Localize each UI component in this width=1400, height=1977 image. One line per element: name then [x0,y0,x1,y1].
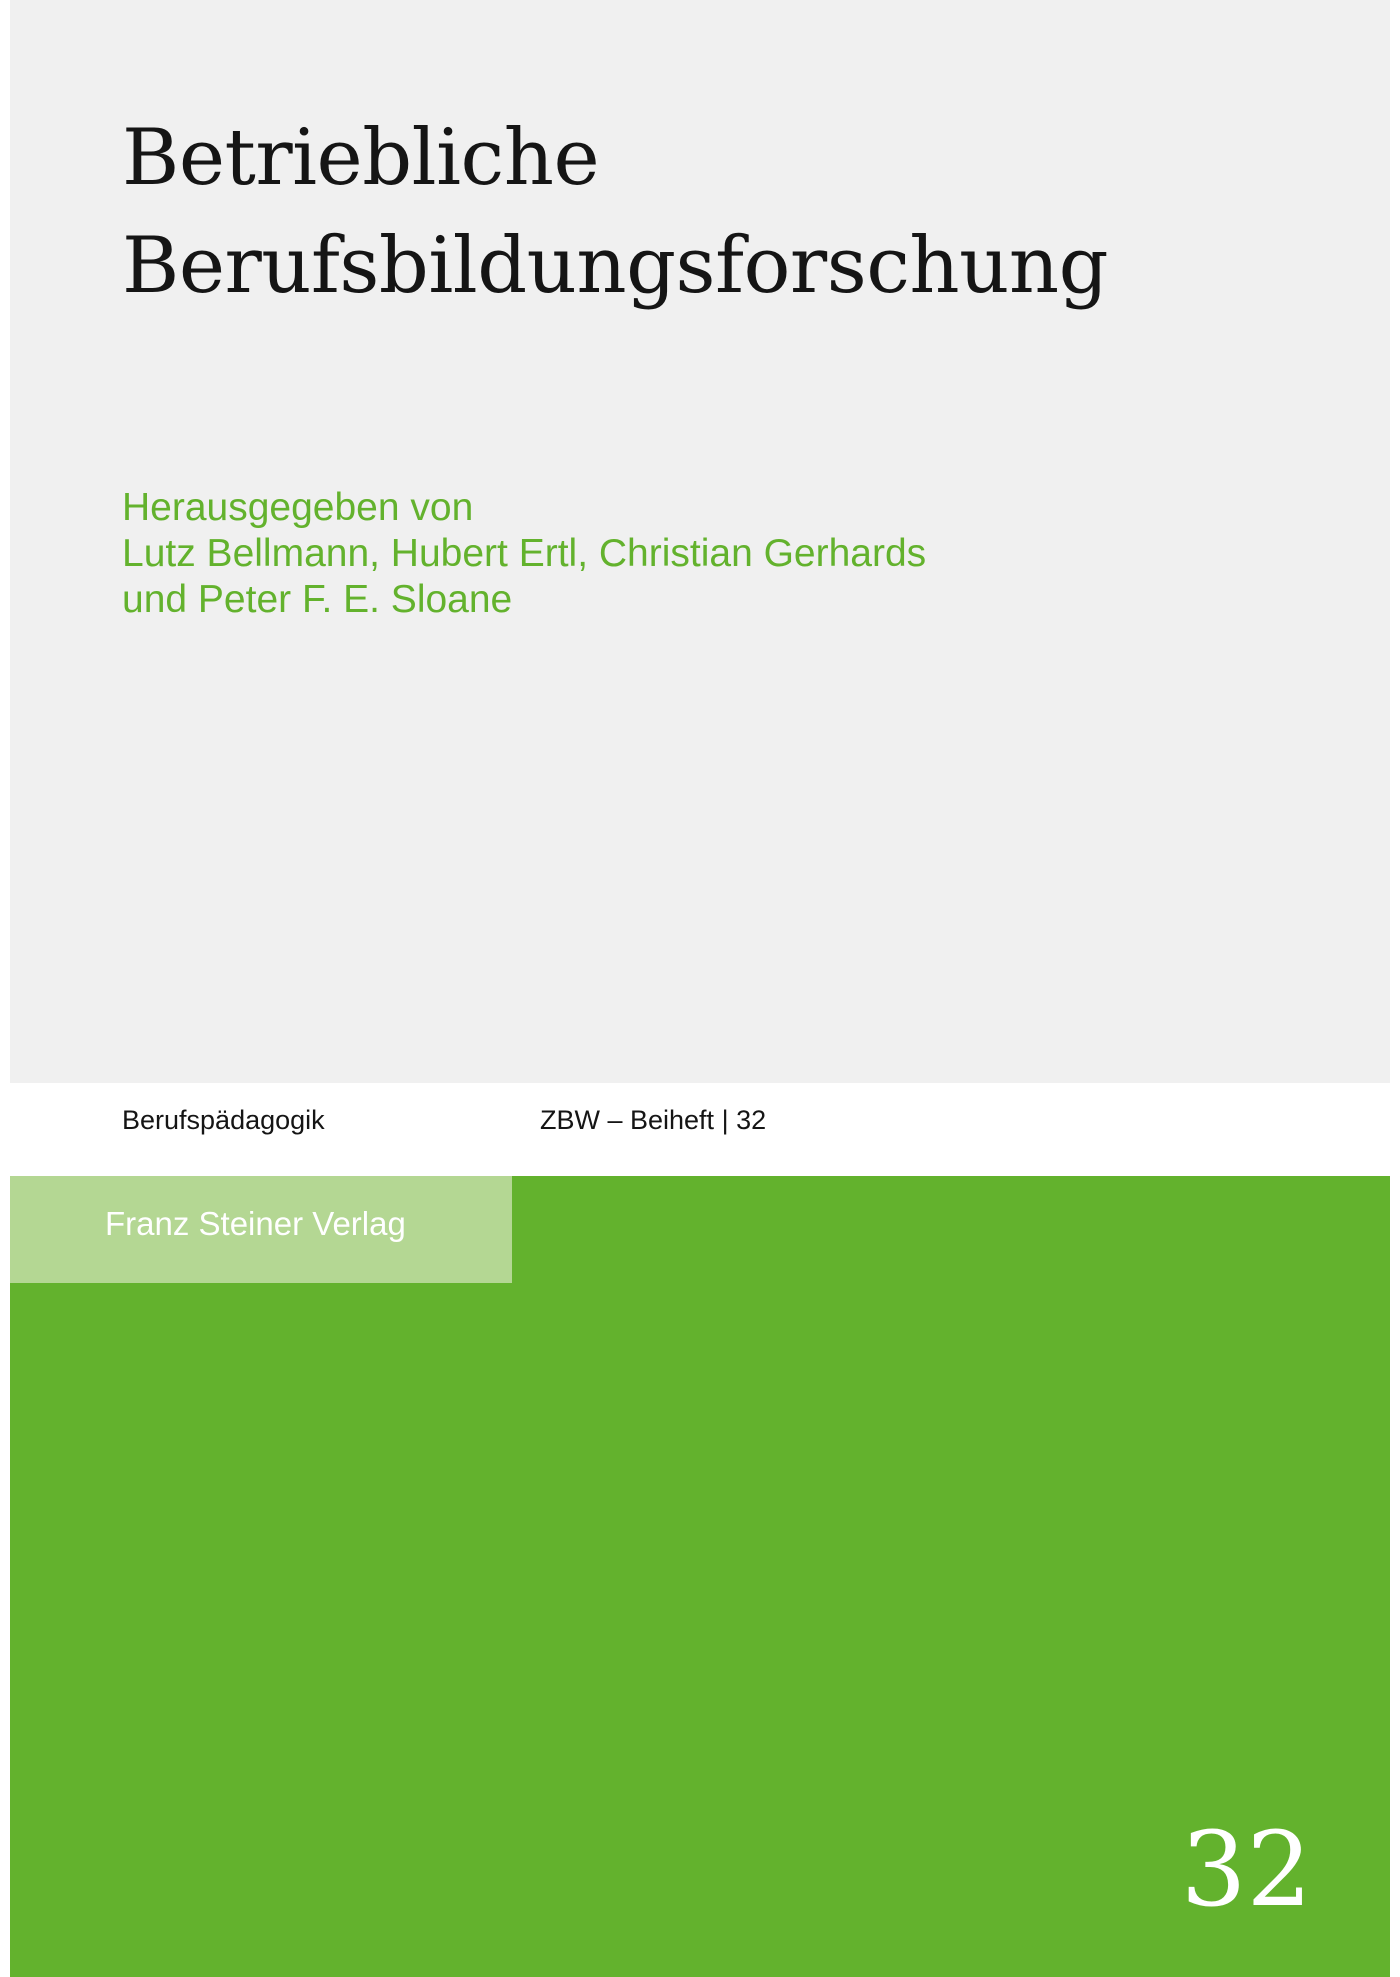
editors-names-line-1: Lutz Bellmann, Hubert Ertl, Christian Gerhards [122,532,927,576]
issue-number: 32 [1180,1810,1312,1930]
issue-info: ZBW – Beiheft | 32 [540,1105,767,1135]
book-title-line-1: Betriebliche [122,113,600,203]
series-name: Berufspädagogik [122,1105,325,1135]
publisher-name: Franz Steiner Verlag [105,1205,406,1242]
cover-left-edge [0,0,10,1977]
editors-label: Herausgegeben von [122,486,474,529]
editors-block [122,485,1222,623]
editors-names-line-2: und Peter F. E. Sloane [122,578,513,622]
book-title-line-2: Berufsbildungsforschung [122,220,1109,311]
cover-right-edge [1390,0,1400,1977]
book-title [122,105,1272,320]
